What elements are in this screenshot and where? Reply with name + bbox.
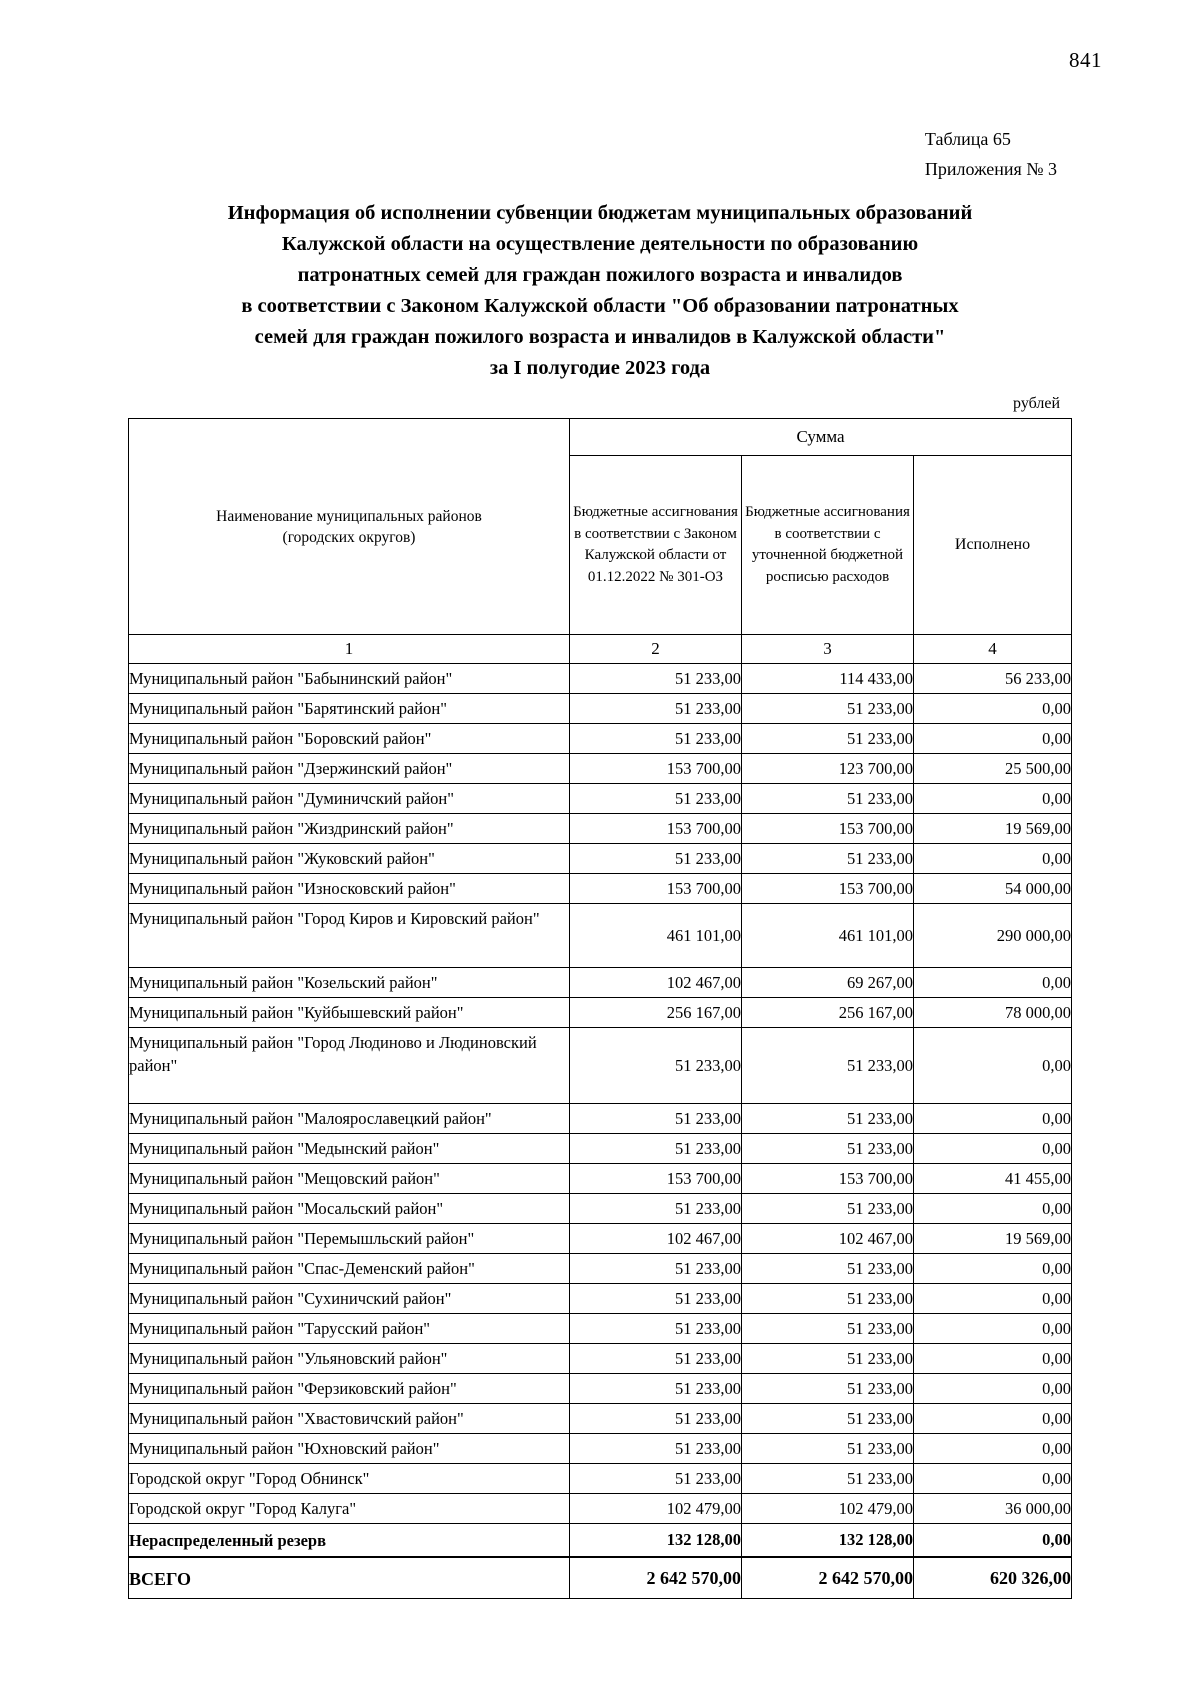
cell-c2: 51 233,00 bbox=[570, 1464, 742, 1494]
cell-c3: 132 128,00 bbox=[742, 1524, 914, 1558]
header-cell-name bbox=[129, 419, 570, 635]
cell-total-c4: 620 326,00 bbox=[914, 1557, 1072, 1599]
table-row bbox=[129, 844, 1072, 874]
cell-municipality-name: Муниципальный район "Город Людиново и Людиновский район" bbox=[129, 1028, 570, 1104]
cell-c4: 0,00 bbox=[914, 1524, 1072, 1558]
cell-c4: 36 000,00 bbox=[914, 1494, 1072, 1524]
table-header bbox=[129, 419, 1072, 664]
cell-c2: 51 233,00 bbox=[570, 1434, 742, 1464]
cell-c3: 51 233,00 bbox=[742, 1028, 914, 1104]
cell-c3: 51 233,00 bbox=[742, 1104, 914, 1134]
cell-c2: 51 233,00 bbox=[570, 1134, 742, 1164]
cell-c2: 461 101,00 bbox=[570, 904, 742, 968]
cell-c3: 114 433,00 bbox=[742, 664, 914, 694]
cell-c4: 0,00 bbox=[914, 1254, 1072, 1284]
cell-c4: 41 455,00 bbox=[914, 1164, 1072, 1194]
table-row bbox=[129, 1284, 1072, 1314]
cell-c4: 54 000,00 bbox=[914, 874, 1072, 904]
cell-c4: 0,00 bbox=[914, 1284, 1072, 1314]
table-total-row bbox=[129, 1557, 1072, 1599]
cell-c3: 51 233,00 bbox=[742, 724, 914, 754]
cell-c2: 51 233,00 bbox=[570, 1284, 742, 1314]
cell-municipality-name: Муниципальный район "Спас-Деменский район" bbox=[129, 1254, 570, 1284]
header-cell-col4: Исполнено bbox=[914, 456, 1072, 635]
cell-municipality-name: Муниципальный район "Медынский район" bbox=[129, 1134, 570, 1164]
cell-c2: 256 167,00 bbox=[570, 998, 742, 1028]
table-row bbox=[129, 874, 1072, 904]
cell-c2: 51 233,00 bbox=[570, 664, 742, 694]
cell-c2: 51 233,00 bbox=[570, 724, 742, 754]
cell-municipality-name: Муниципальный район "Малоярославецкий район" bbox=[129, 1104, 570, 1134]
cell-total-c2: 2 642 570,00 bbox=[570, 1557, 742, 1599]
cell-c2: 153 700,00 bbox=[570, 1164, 742, 1194]
title-line-4: в соответствии с Законом Калужской области "Об образовании патронатных bbox=[241, 295, 959, 317]
cell-municipality-name: Муниципальный район "Город Киров и Кировский район" bbox=[129, 904, 570, 968]
cell-c4: 19 569,00 bbox=[914, 1224, 1072, 1254]
title-line-3: патронатных семей для граждан пожилого возраста и инвалидов bbox=[297, 264, 903, 286]
cell-c4: 0,00 bbox=[914, 844, 1072, 874]
cell-c3: 51 233,00 bbox=[742, 1404, 914, 1434]
cell-municipality-name: Муниципальный район "Износковский район" bbox=[129, 874, 570, 904]
cell-municipality-name: Городской округ "Город Калуга" bbox=[129, 1494, 570, 1524]
table-row bbox=[129, 1224, 1072, 1254]
cell-c2: 132 128,00 bbox=[570, 1524, 742, 1558]
cell-total-c3: 2 642 570,00 bbox=[742, 1557, 914, 1599]
column-number-2: 2 bbox=[570, 635, 742, 664]
cell-c3: 123 700,00 bbox=[742, 754, 914, 784]
cell-c3: 51 233,00 bbox=[742, 784, 914, 814]
cell-municipality-name: Муниципальный район "Мещовский район" bbox=[129, 1164, 570, 1194]
cell-c2: 51 233,00 bbox=[570, 1028, 742, 1104]
cell-c4: 0,00 bbox=[914, 1344, 1072, 1374]
cell-c2: 153 700,00 bbox=[570, 754, 742, 784]
cell-c2: 153 700,00 bbox=[570, 874, 742, 904]
table-caption-block bbox=[925, 124, 1057, 184]
table-row bbox=[129, 724, 1072, 754]
table-row bbox=[129, 1494, 1072, 1524]
cell-c4: 0,00 bbox=[914, 1028, 1072, 1104]
cell-c3: 51 233,00 bbox=[742, 1284, 914, 1314]
cell-municipality-name: Муниципальный район "Боровский район" bbox=[129, 724, 570, 754]
budget-table-wrapper bbox=[128, 418, 1071, 1599]
cell-c3: 461 101,00 bbox=[742, 904, 914, 968]
cell-municipality-name: Муниципальный район "Мосальский район" bbox=[129, 1194, 570, 1224]
caption-appendix-line: Приложения № 3 bbox=[924, 159, 1057, 179]
cell-c3: 51 233,00 bbox=[742, 1374, 914, 1404]
cell-c4: 0,00 bbox=[914, 1314, 1072, 1344]
cell-c4: 25 500,00 bbox=[914, 754, 1072, 784]
cell-municipality-name: Муниципальный район "Думиничский район" bbox=[129, 784, 570, 814]
cell-c4: 0,00 bbox=[914, 1374, 1072, 1404]
cell-c3: 51 233,00 bbox=[742, 1344, 914, 1374]
cell-c2: 51 233,00 bbox=[570, 694, 742, 724]
cell-municipality-name: Муниципальный район "Козельский район" bbox=[129, 968, 570, 998]
table-row bbox=[129, 904, 1072, 968]
cell-c3: 51 233,00 bbox=[742, 1434, 914, 1464]
column-number-4: 4 bbox=[914, 635, 1072, 664]
title-line-6: за I полугодие 2023 года bbox=[489, 357, 711, 379]
header-row-group bbox=[129, 419, 1072, 456]
table-row bbox=[129, 694, 1072, 724]
cell-c3: 51 233,00 bbox=[742, 1254, 914, 1284]
cell-c3: 102 479,00 bbox=[742, 1494, 914, 1524]
table-body bbox=[129, 664, 1072, 1599]
cell-municipality-name: Муниципальный район "Хвастовичский район" bbox=[129, 1404, 570, 1434]
cell-c3: 102 467,00 bbox=[742, 1224, 914, 1254]
cell-c4: 0,00 bbox=[914, 1434, 1072, 1464]
table-row bbox=[129, 998, 1072, 1028]
cell-c4: 19 569,00 bbox=[914, 814, 1072, 844]
column-number-row bbox=[129, 635, 1072, 664]
cell-c3: 51 233,00 bbox=[742, 1314, 914, 1344]
header-cell-col3: Бюджетные ассигнования в соответствии с уточненной бюджетной росписью расходов bbox=[742, 456, 914, 635]
title-line-2: Калужской области на осуществление деятельности по образованию bbox=[281, 233, 919, 255]
cell-municipality-name: Муниципальный район "Ульяновский район" bbox=[129, 1344, 570, 1374]
cell-c4: 290 000,00 bbox=[914, 904, 1072, 968]
table-row bbox=[129, 754, 1072, 784]
cell-c4: 56 233,00 bbox=[914, 664, 1072, 694]
cell-c2: 102 479,00 bbox=[570, 1494, 742, 1524]
cell-c4: 0,00 bbox=[914, 1134, 1072, 1164]
cell-municipality-name: Муниципальный район "Жуковский район" bbox=[129, 844, 570, 874]
cell-c3: 51 233,00 bbox=[742, 1464, 914, 1494]
cell-c3: 51 233,00 bbox=[742, 844, 914, 874]
cell-municipality-name: Муниципальный район "Сухиничский район" bbox=[129, 1284, 570, 1314]
cell-c2: 102 467,00 bbox=[570, 968, 742, 998]
cell-municipality-name: Муниципальный район "Дзержинский район" bbox=[129, 754, 570, 784]
cell-c3: 69 267,00 bbox=[742, 968, 914, 998]
title-line-1: Информация об исполнении субвенции бюджетам муниципальных образований bbox=[227, 202, 973, 224]
table-row bbox=[129, 664, 1072, 694]
budget-table bbox=[128, 418, 1072, 1599]
table-row bbox=[129, 1134, 1072, 1164]
header-cell-sum: Сумма bbox=[570, 419, 1072, 456]
cell-c4: 0,00 bbox=[914, 724, 1072, 754]
cell-municipality-name: Муниципальный район "Бабынинский район" bbox=[129, 664, 570, 694]
cell-c2: 51 233,00 bbox=[570, 1374, 742, 1404]
cell-municipality-name: Муниципальный район "Тарусский район" bbox=[129, 1314, 570, 1344]
cell-c4: 0,00 bbox=[914, 1404, 1072, 1434]
table-row bbox=[129, 1104, 1072, 1134]
cell-c3: 153 700,00 bbox=[742, 1164, 914, 1194]
table-row bbox=[129, 1374, 1072, 1404]
cell-c3: 153 700,00 bbox=[742, 814, 914, 844]
cell-municipality-name: Муниципальный район "Барятинский район" bbox=[129, 694, 570, 724]
table-row bbox=[129, 784, 1072, 814]
cell-municipality-name: Городской округ "Город Обнинск" bbox=[129, 1464, 570, 1494]
cell-c2: 51 233,00 bbox=[570, 1314, 742, 1344]
cell-municipality-name: Муниципальный район "Юхновский район" bbox=[129, 1434, 570, 1464]
cell-c2: 51 233,00 bbox=[570, 1194, 742, 1224]
table-row bbox=[129, 1464, 1072, 1494]
table-row bbox=[129, 1344, 1072, 1374]
cell-c2: 51 233,00 bbox=[570, 1404, 742, 1434]
cell-c2: 153 700,00 bbox=[570, 814, 742, 844]
title-line-5: семей для граждан пожилого возраста и инвалидов в Калужской области" bbox=[254, 326, 946, 348]
cell-c4: 0,00 bbox=[914, 1464, 1072, 1494]
table-row bbox=[129, 1524, 1072, 1558]
cell-c3: 153 700,00 bbox=[742, 874, 914, 904]
table-row bbox=[129, 1404, 1072, 1434]
header-name-line2: (городских округов) bbox=[282, 528, 416, 546]
cell-total-label: ВСЕГО bbox=[129, 1557, 570, 1599]
cell-c4: 0,00 bbox=[914, 694, 1072, 724]
table-row bbox=[129, 1028, 1072, 1104]
cell-c2: 51 233,00 bbox=[570, 844, 742, 874]
cell-municipality-name: Муниципальный район "Перемышльский район" bbox=[129, 1224, 570, 1254]
page-number: 841 bbox=[1069, 48, 1102, 72]
cell-c3: 51 233,00 bbox=[742, 1134, 914, 1164]
cell-c3: 51 233,00 bbox=[742, 694, 914, 724]
cell-c3: 256 167,00 bbox=[742, 998, 914, 1028]
cell-c2: 102 467,00 bbox=[570, 1224, 742, 1254]
document-title bbox=[0, 198, 1200, 384]
table-row bbox=[129, 1194, 1072, 1224]
table-row bbox=[129, 1314, 1072, 1344]
cell-municipality-name: Муниципальный район "Жиздринский район" bbox=[129, 814, 570, 844]
cell-c4: 0,00 bbox=[914, 1104, 1072, 1134]
cell-c2: 51 233,00 bbox=[570, 1104, 742, 1134]
table-row bbox=[129, 1164, 1072, 1194]
cell-municipality-name: Муниципальный район "Куйбышевский район" bbox=[129, 998, 570, 1028]
cell-c2: 51 233,00 bbox=[570, 1254, 742, 1284]
table-row bbox=[129, 814, 1072, 844]
cell-c2: 51 233,00 bbox=[570, 1344, 742, 1374]
caption-table-line: Таблица 65 bbox=[924, 129, 1011, 149]
cell-c4: 0,00 bbox=[914, 968, 1072, 998]
units-note: рублей bbox=[1013, 395, 1060, 412]
column-number-1: 1 bbox=[129, 635, 570, 664]
cell-c4: 78 000,00 bbox=[914, 998, 1072, 1028]
header-cell-col2: Бюджетные ассигнования в соответствии с Законом Калужской области от 01.12.2022 № 301-ОЗ bbox=[570, 456, 742, 635]
cell-c4: 0,00 bbox=[914, 784, 1072, 814]
cell-c2: 51 233,00 bbox=[570, 784, 742, 814]
cell-c4: 0,00 bbox=[914, 1194, 1072, 1224]
column-number-3: 3 bbox=[742, 635, 914, 664]
table-row bbox=[129, 1434, 1072, 1464]
cell-municipality-name: Нераспределенный резерв bbox=[129, 1524, 570, 1558]
header-name-line1: Наименование муниципальных районов bbox=[216, 507, 482, 525]
table-row bbox=[129, 1254, 1072, 1284]
cell-c3: 51 233,00 bbox=[742, 1194, 914, 1224]
cell-municipality-name: Муниципальный район "Ферзиковский район" bbox=[129, 1374, 570, 1404]
table-row bbox=[129, 968, 1072, 998]
